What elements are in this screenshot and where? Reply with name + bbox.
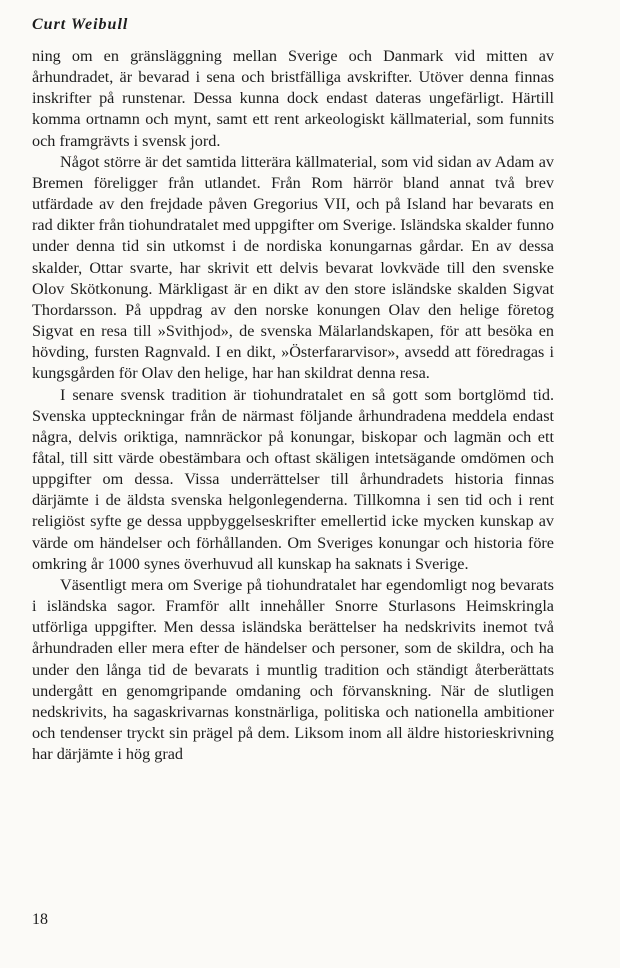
page-number: 18 bbox=[32, 911, 48, 928]
paragraph-4: Väsentligt mera om Sverige på tiohundratalet har egendomligt nog bevarats i isländska sagor. Framför allt innehåller Snorre Sturlasons Heimskringla utförliga uppgifter. Men dessa isländska berättelser ha nedskrivits inemot två århundraden eller mera efter de händelser och personer, som de skildra, och ha under den långa tid de bevarats i muntlig tradition och ständigt återberättats undergått en genomgripande omdaning och förvanskning. När de slutligen nedskrivits, ha sagaskrivarnas konstnärliga, politiska och nationella ambitioner och tendenser tryckt sin prägel på dem. Liksom inom all äldre historieskrivning har därjämte i hög grad bbox=[32, 575, 554, 764]
running-head-author: Curt Weibull bbox=[32, 16, 129, 33]
paragraph-3: I senare svensk tradition är tiohundratalet en så gott som bortglömd tid. Svenska uppteckningar från de närmast följande århundradena meddela endast några, delvis oriktiga, namnräckor på konungar, biskopar och lagmän och ett fåtal, till sitt värde obestämbara och oftast skäligen intetsägande omdömen och uppgifter om dessa. Vissa underrättelser till århundradets historia finnas därjämte i de äldsta svenska helgonlegenderna. Tillkomna i sen tid och i rent religiöst syfte ge dessa uppbyggelseskrifter emellertid icke mycken kunskap av värde om händelser och förhållanden. Om Sveriges konungar och historia före omkring år 1000 synes överhuvud all kunskap ha saknats i Sverige. bbox=[32, 385, 554, 573]
body-text bbox=[32, 46, 554, 765]
paragraph-1: ning om en gränsläggning mellan Sverige och Danmark vid mitten av århundradet, är bevarad i sena och bristfälliga avskrifter. Utöver denna finnas inskrifter på runstenar. Dessa kunna dock endast dateras ungefärligt. Härtill komma ortnamn och mynt, samt ett rent arkeologiskt källmaterial, som funnits och framgrävts i svensk jord. bbox=[32, 47, 554, 150]
paragraph-2: Något större är det samtida litterära källmaterial, som vid sidan av Adam av Bremen föreligger från utlandet. Från Rom härrör bland annat två brev utfärdade av den frejdade påven Gregorius VII, och på Island har bevarats en rad dikter från tiohundratalet med uppgifter om Sverige. Isländska skalder funno under denna tid sin utkomst i de nordiska konungarnas gårdar. En av dessa skalder, Ottar svarte, har skrivit ett delvis bevarat lovkväde till den svenske Olov Skötkonung. Märkligast är en dikt av den store isländske skalden Sigvat Thordarsson. På uppdrag av den norske konungen Olav den helige företog Sigvat en resa till »Svithjod», de svenska Mälarlandskapen, för att besöka en hövding, fursten Ragnvald. I en dikt, »Österfararvisor», avsedd att föredragas i kungsgården för Olav den helige, har han skildrat denna resa. bbox=[32, 152, 554, 383]
